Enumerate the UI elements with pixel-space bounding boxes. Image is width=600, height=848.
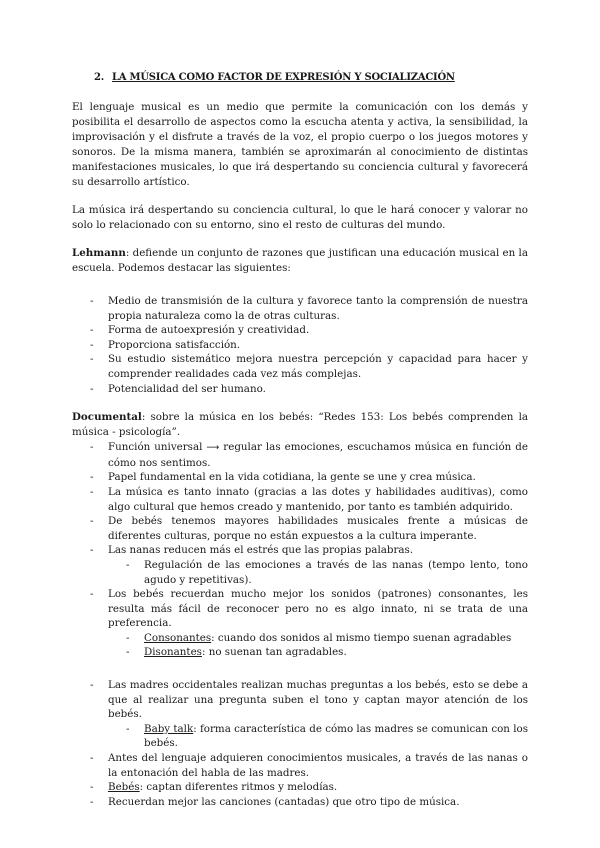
- documental-text: : sobre la música en los bebés: “Redes 153: Los bebés comprenden la música - psicología”.: [72, 411, 528, 439]
- intro-paragraph-2: La música irá despertando su conciencia cultural, lo que le hará conocer y valorar no solo lo relacionado con su entorno, sino el resto de culturas del mundo.: [72, 204, 528, 231]
- list-item: [108, 587, 528, 660]
- list-item: [108, 678, 528, 751]
- item-text: : no suenan tan agradables.: [201, 646, 347, 659]
- sub-list-item: - Regulación de las emociones a través de las nanas (tempo lento, tono agudo y repetitivas).: [144, 558, 528, 587]
- list-item: [108, 780, 528, 795]
- lehmann-paragraph: [72, 246, 528, 276]
- sub-list-item: [144, 631, 528, 646]
- list-item: - De bebés tenemos mayores habilidades musicales frente a músicas de diferentes culturas, porque no están expuestos a la cultura imperante.: [108, 514, 528, 543]
- item-text: : captan diferentes ritmos y melodías.: [139, 781, 338, 794]
- item-text: : cuando dos sonidos al mismo tiempo suenan agradables: [211, 631, 512, 644]
- sub-list: [108, 631, 528, 660]
- list-item: - Su estudio sistemático mejora nuestra percepción y capacidad para hacer y comprender realidades cada vez más complejas.: [108, 352, 528, 381]
- item-text: regular las emociones, escuchamos música en función de cómo nos sentimos.: [108, 441, 528, 469]
- item-text: : forma característica de cómo las madres se comunican con los bebés.: [144, 722, 528, 750]
- list-item: - Medio de transmisión de la cultura y favorece tanto la comprensión de nuestra propia naturaleza como la de otras culturas.: [108, 294, 528, 323]
- sub-list-item: [144, 645, 528, 660]
- item-text: Las nanas reducen más el estrés que las propias palabras.: [108, 544, 414, 557]
- lehmann-label: Lehmann: [72, 247, 126, 259]
- item-text: Los bebés recuerdan mucho mejor los sonidos (patrones) consonantes, les resulta más fácil de reconocer pero no es algo innato, ni se trata de una preferencia.: [108, 588, 528, 630]
- list-item: [108, 543, 528, 587]
- documental-label: Documental: [72, 411, 142, 424]
- documental-list-continued: [72, 678, 528, 809]
- term-consonantes: Consonantes: [144, 631, 212, 644]
- term-disonantes: Disonantes: [144, 646, 202, 659]
- list-item: - Proporciona satisfacción.: [108, 338, 528, 353]
- arrow-icon: ⟶: [206, 443, 220, 454]
- documental-list: [72, 440, 528, 660]
- lehmann-list: [72, 294, 528, 396]
- documental-paragraph: [72, 410, 528, 440]
- item-text: Función universal: [108, 441, 203, 454]
- section-heading: [94, 72, 528, 83]
- lehmann-text: : defiende un conjunto de razones que justifican una educación musical en la escuela. Podemos destacar las siguientes:: [72, 247, 528, 274]
- term-baby-talk: Baby talk: [144, 722, 194, 735]
- list-item: - Papel fundamental en la vida cotidiana, la gente se une y crea música.: [108, 470, 528, 485]
- section-title: LA MÚSICA COMO FACTOR DE EXPRESIÓN Y SOCIALIZACIÓN: [112, 72, 455, 83]
- list-item: - Antes del lenguaje adquieren conocimientos musicales, a través de las nanas o la entonación del habla de las madres.: [108, 751, 528, 780]
- sub-list-item: [144, 722, 528, 751]
- list-item: - Recuerdan mejor las canciones (cantadas) que otro tipo de música.: [108, 795, 528, 810]
- list-item: - Forma de autoexpresión y creatividad.: [108, 323, 528, 338]
- section-number: 2.: [94, 72, 104, 83]
- item-text: Las madres occidentales realizan muchas preguntas a los bebés, esto se debe a que al realizar una pregunta suben el tono y captan mayor atención de los bebés.: [108, 679, 528, 721]
- list-item: - La música es tanto innato (gracias a las dotes y habilidades auditivas), como algo cultural que hemos creado y mantenido, por tanto es también adquirido.: [108, 485, 528, 514]
- sub-list: [108, 558, 528, 587]
- list-item: - Potencialidad del ser humano.: [108, 382, 528, 397]
- list-item: [108, 440, 528, 470]
- sub-list: [108, 722, 528, 751]
- term-bebes: Bebés: [108, 781, 140, 794]
- intro-paragraph-1: El lenguaje musical es un medio que permite la comunicación con los demás y posibilita el desarrollo de aspectos como la escucha atenta y activa, la sensibilidad, la improvisación y el disfrute a través de la voz, el propio cuerpo o los juegos motores y sonoros. De la misma manera, también se aproximarán al conocimiento de distintas manifestaciones musicales, lo que irá despertando su conciencia cultural y favorecerá su desarrollo artístico.: [72, 101, 528, 188]
